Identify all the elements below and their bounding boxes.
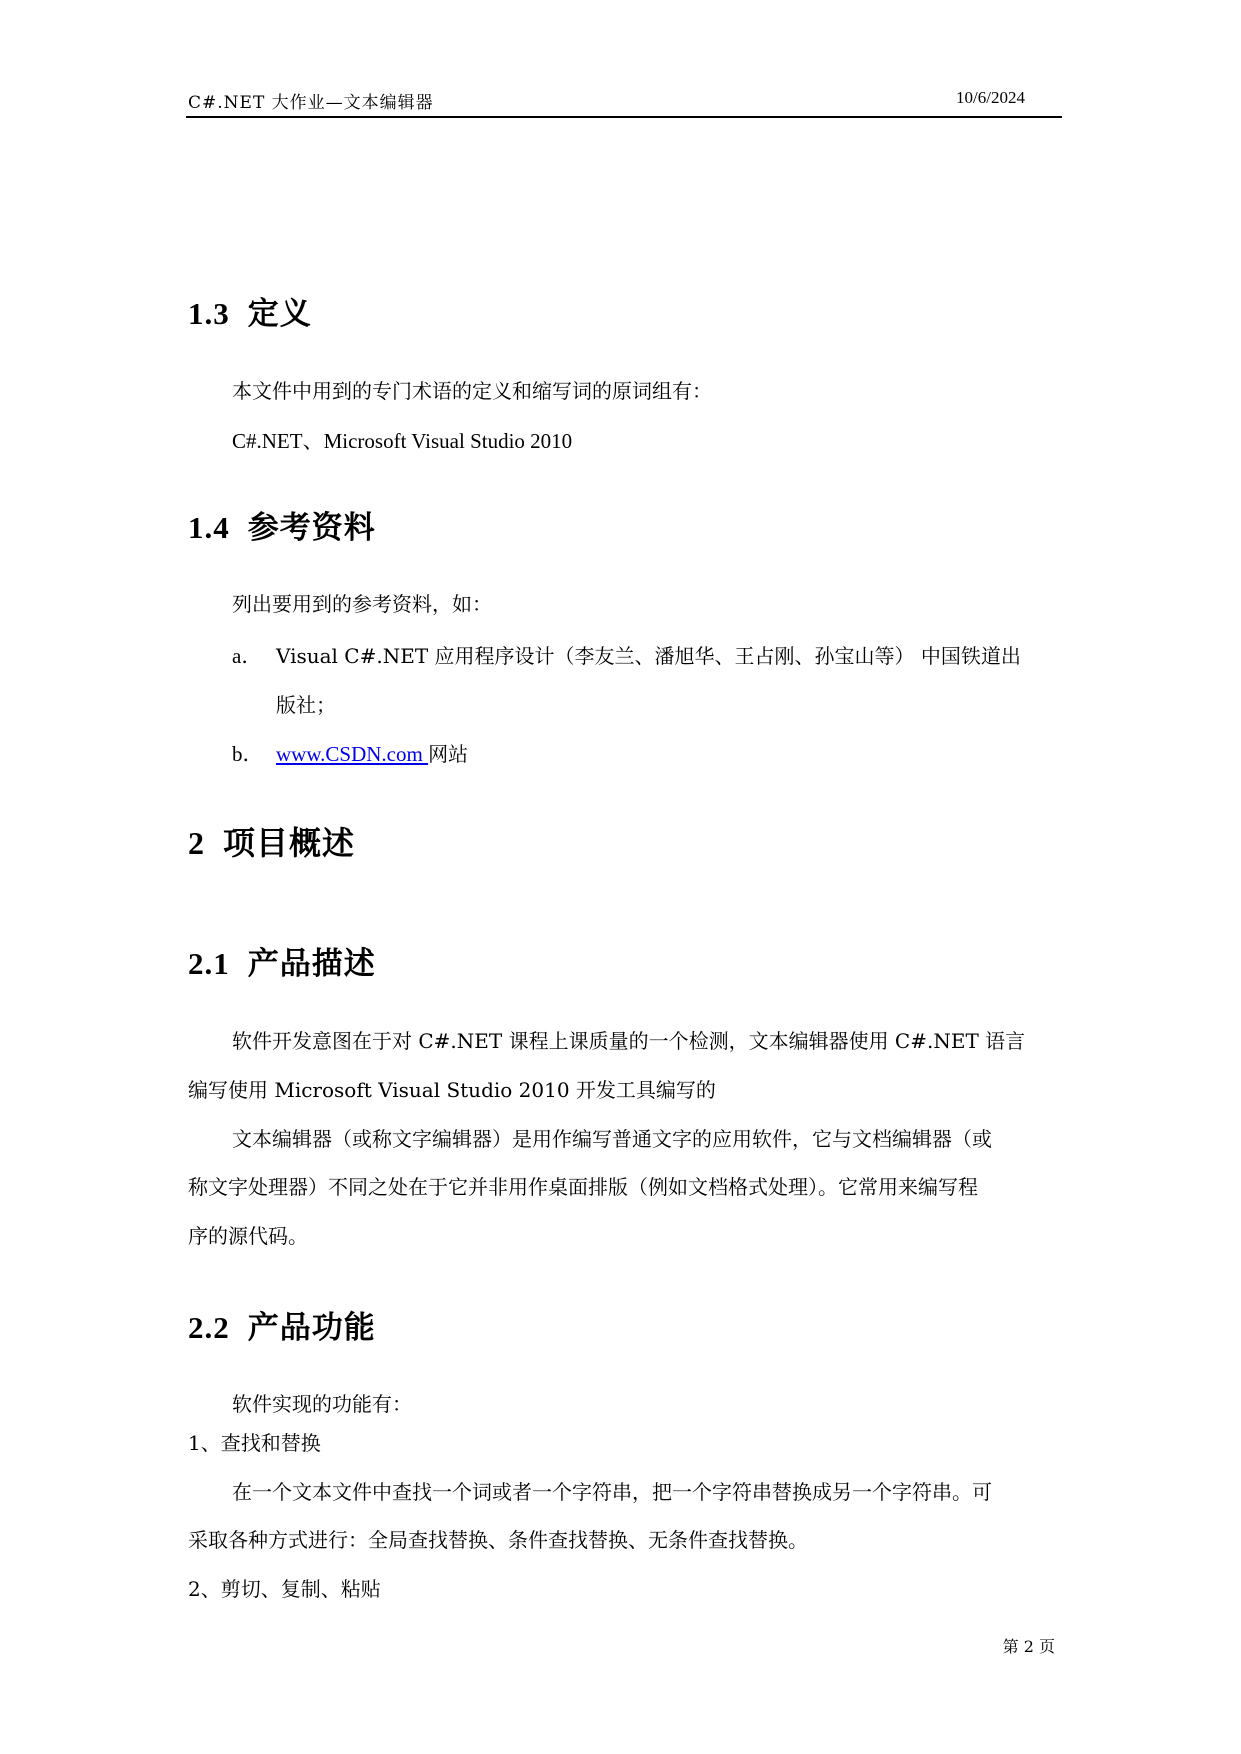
reference-item-a — [232, 640, 1021, 670]
heading-number: 2.2 — [188, 1310, 230, 1345]
paragraph-description-2-line2: 称文字处理器）不同之处在于它并非用作桌面排版（例如文档格式处理）。它常用来编写程 — [188, 1175, 978, 1199]
feature-item-2: 2、剪切、复制、粘贴 — [188, 1577, 381, 1601]
paragraph-references-intro: 列出要用到的参考资料，如： — [232, 592, 492, 616]
paragraph-description-1-line1: 软件开发意图在于对 C#.NET 课程上课质量的一个检测，文本编辑器使用 C#.NET 语言 — [232, 1029, 1026, 1053]
heading-text: 项目概述 — [223, 824, 356, 862]
paragraph-description-1-line2: 编写使用 Microsoft Visual Studio 2010 开发工具编写的 — [188, 1078, 716, 1102]
heading-text: 参考资料 — [247, 510, 376, 546]
heading-2 — [188, 818, 355, 864]
paragraph-features-intro: 软件实现的功能有： — [232, 1392, 412, 1416]
heading-number: 1.3 — [188, 296, 230, 331]
heading-text: 产品功能 — [247, 1310, 376, 1346]
heading-number: 1.4 — [188, 510, 230, 545]
reference-item-a-continued: 版社； — [276, 693, 336, 717]
feature-item-1-desc-line2: 采取各种方式进行：全局查找替换、条件查找替换、无条件查找替换。 — [188, 1528, 808, 1552]
heading-2-1 — [188, 938, 376, 983]
reference-suffix: 网站 — [428, 742, 469, 766]
paragraph-definitions-intro: 本文件中用到的专门术语的定义和缩写词的原词组有： — [232, 379, 712, 403]
heading-1-3 — [188, 288, 312, 333]
paragraph-definitions-terms: C#.NET、Microsoft Visual Studio 2010 — [232, 429, 573, 453]
header-rule — [186, 116, 1062, 118]
paragraph-description-2-line1: 文本编辑器（或称文字编辑器）是用作编写普通文字的应用软件，它与文档编辑器（或 — [232, 1127, 992, 1151]
list-marker: a． — [232, 644, 263, 668]
heading-text: 定义 — [247, 296, 312, 332]
feature-item-1-desc-line1: 在一个文本文件中查找一个词或者一个字符串，把一个字符串替换成另一个字符串。可 — [232, 1480, 992, 1504]
reference-text: Visual C#.NET 应用程序设计（李友兰、潘旭华、王占刚、孙宝山等） 中国铁道出 — [276, 644, 1021, 668]
page-number: 第 2 页 — [1002, 1637, 1055, 1656]
list-marker: b． — [232, 742, 264, 766]
heading-number: 2 — [188, 825, 205, 861]
header-date: 10/6/2024 — [956, 88, 1025, 107]
heading-text: 产品描述 — [247, 946, 376, 982]
heading-number: 2.1 — [188, 946, 230, 981]
reference-item-b — [232, 738, 468, 768]
heading-2-2 — [188, 1302, 376, 1347]
header-title: C#.NET 大作业—文本编辑器 — [188, 93, 434, 113]
paragraph-description-2-line3: 序的源代码。 — [188, 1224, 308, 1248]
feature-item-1: 1、查找和替换 — [188, 1431, 321, 1455]
heading-1-4 — [188, 502, 376, 547]
csdn-link[interactable]: www.CSDN.com — [276, 742, 429, 766]
